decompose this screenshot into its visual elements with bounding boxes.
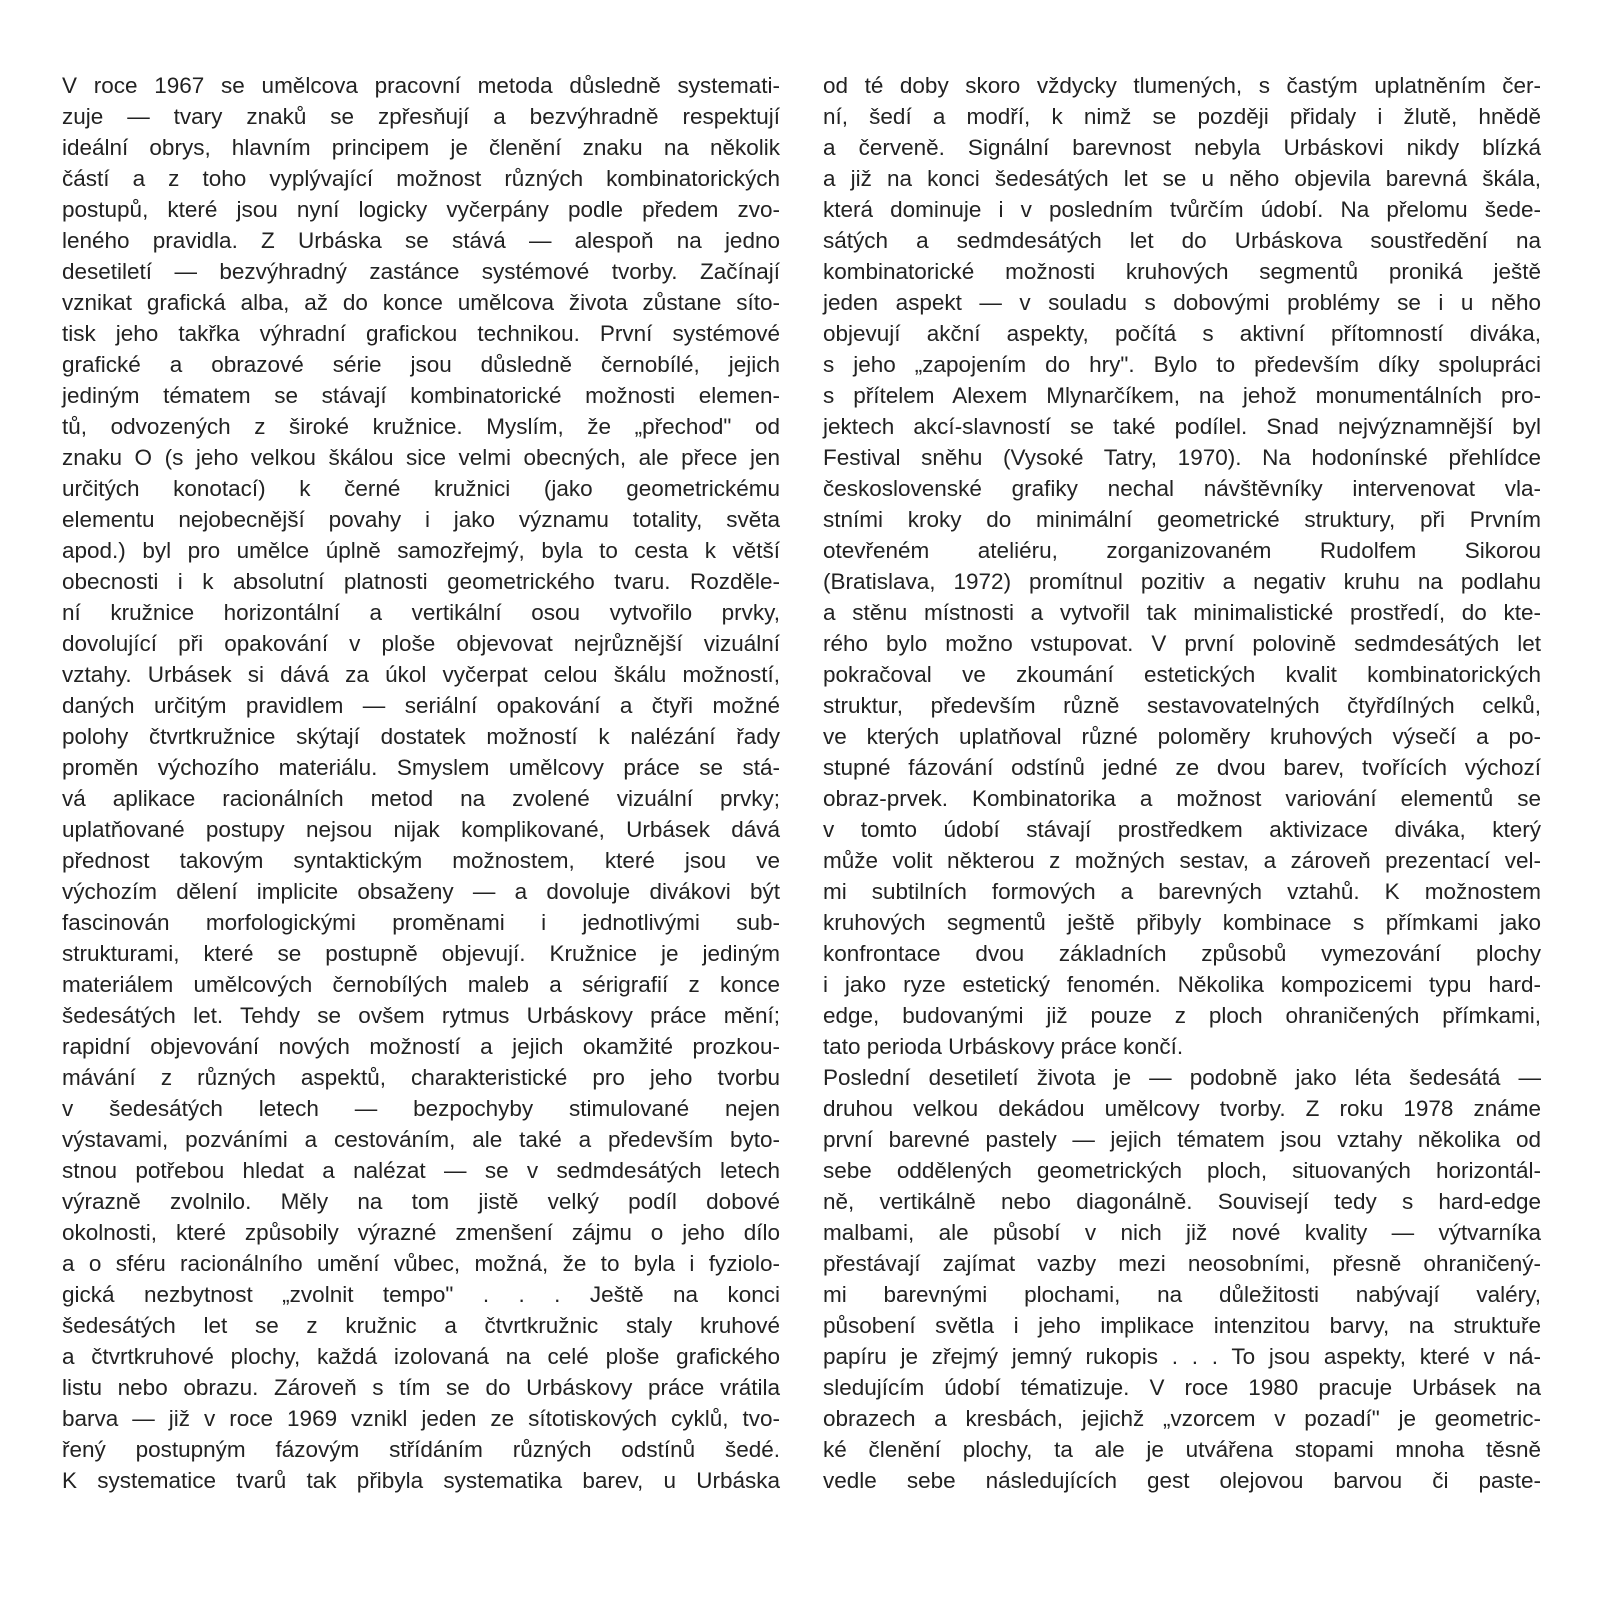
text-line: a o sféru racionálního umění vůbec, možná, že to byla i fyziolo- xyxy=(62,1251,780,1276)
text-line: částí a z toho vyplývající možnost různých kombinatorických xyxy=(62,166,780,191)
text-line: sátých a sedmdesátých let do Urbáskova soustředění na xyxy=(823,228,1541,253)
text-line: uplatňované postupy nejsou nijak komplikované, Urbásek dává xyxy=(62,817,780,842)
text-line: rého bylo možno vstupovat. V první polovině sedmdesátých let xyxy=(823,631,1541,656)
text-line: Festival sněhu (Vysoké Tatry, 1970). Na hodonínské přehlídce xyxy=(823,445,1541,470)
text-line: stupné fázování odstínů jedné ze dvou barev, tvořících výchozí xyxy=(823,755,1541,780)
text-line: s přítelem Alexem Mlynarčíkem, na jehož monumentálních pro- xyxy=(823,383,1541,408)
text-line: proměn výchozího materiálu. Smyslem umělcovy práce se stá- xyxy=(62,755,780,780)
text-line: a červeně. Signální barevnost nebyla Urbáskovi nikdy blízká xyxy=(823,135,1541,160)
text-line: ní kružnice horizontální a vertikální osou vytvořilo prvky, xyxy=(62,600,780,625)
text-line: šedesátých let se z kružnic a čtvrtkružnic staly kruhové xyxy=(62,1313,780,1338)
text-line: tů, odvozených z široké kružnice. Myslím, že „přechod" od xyxy=(62,414,780,439)
text-line: malbami, ale působí v nich již nové kvality — výtvarníka xyxy=(823,1220,1541,1245)
text-line: materiálem umělcových černobílých maleb a sérigrafií z konce xyxy=(62,972,780,997)
text-line: papíru je zřejmý jemný rukopis . . . To jsou aspekty, které v ná- xyxy=(823,1344,1541,1369)
text-line: může volit některou z možných sestav, a zároveň prezentací vel- xyxy=(823,848,1541,873)
text-line: tato perioda Urbáskovy práce končí. xyxy=(823,1034,1184,1059)
text-line: listu nebo obrazu. Zároveň s tím se do Urbáskovy práce vrátila xyxy=(62,1375,780,1400)
text-line: mi subtilních formových a barevných vztahů. K možnostem xyxy=(823,879,1541,904)
text-line: působení světla i jeho implikace intenzitou barvy, na struktuře xyxy=(823,1313,1541,1338)
text-line: řený postupným fázovým střídáním různých odstínů šedé. xyxy=(62,1437,780,1462)
text-line: otevřeném ateliéru, zorganizovaném Rudolfem Sikorou xyxy=(823,538,1541,563)
text-line: postupů, které jsou nyní logicky vyčerpány podle předem zvo- xyxy=(62,197,780,222)
text-line: šedesátých let. Tehdy se ovšem rytmus Urbáskovy práce mění; xyxy=(62,1003,780,1028)
text-line: výrazně zvolnilo. Měly na tom jistě velký podíl dobové xyxy=(62,1189,780,1214)
text-line: strukturami, které se postupně objevují. Kružnice je jediným xyxy=(62,941,780,966)
text-line: mi barevnými plochami, na důležitosti nabývají valéry, xyxy=(823,1282,1541,1307)
text-line: okolnosti, které způsobily výrazné zmenšení zájmu o jeho dílo xyxy=(62,1220,780,1245)
text-line: V roce 1967 se umělcova pracovní metoda důsledně systemati- xyxy=(62,73,780,98)
text-line: dovolující při opakování v ploše objevovat nejrůznější vizuální xyxy=(62,631,780,656)
text-line: přestávají zajímat vazby mezi neosobními, přesně ohraničený- xyxy=(823,1251,1541,1276)
text-line: kruhových segmentů ještě přibyly kombinace s přímkami jako xyxy=(823,910,1541,935)
text-line: která dominuje i v posledním tvůrčím údobí. Na přelomu šede- xyxy=(823,197,1541,222)
text-line: vá aplikace racionálních metod na zvolené vizuální prvky; xyxy=(62,786,780,811)
text-line: rapidní objevování nových možností a jejich okamžité prozkou- xyxy=(62,1034,780,1059)
text-line: ní, šedí a modří, k nimž se později přidaly i žlutě, hnědě xyxy=(823,104,1541,129)
text-line: barva — již v roce 1969 vznikl jeden ze sítotiskových cyklů, tvo- xyxy=(62,1406,780,1431)
text-line: kombinatorické možnosti kruhových segmentů proniká ještě xyxy=(823,259,1541,284)
text-line: K systematice tvarů tak přibyla systematika barev, u Urbáska xyxy=(62,1468,780,1493)
text-line: druhou velkou dekádou umělcovy tvorby. Z roku 1978 známe xyxy=(823,1096,1541,1121)
text-line: ve kterých uplatňoval různé poloměry kruhových výsečí a po- xyxy=(823,724,1541,749)
text-line: stnou potřebou hledat a nalézat — se v sedmdesátých letech xyxy=(62,1158,780,1183)
text-line: ké členění plochy, ta ale je utvářena stopami mnoha těsně xyxy=(823,1437,1541,1462)
text-line: apod.) byl pro umělce úplně samozřejmý, byla to cesta k větší xyxy=(62,538,780,563)
text-line: jediným tématem se stávají kombinatorické možnosti elemen- xyxy=(62,383,780,408)
text-line: konfrontace dvou základních způsobů vymezování plochy xyxy=(823,941,1541,966)
text-line: pokračoval ve zkoumání estetických kvalit kombinatorických xyxy=(823,662,1541,687)
text-line: struktur, především různě sestavovatelných čtyřdílných celků, xyxy=(823,693,1541,718)
text-line: ně, vertikálně nebo diagonálně. Souvisejí tedy s hard-edge xyxy=(823,1189,1541,1214)
text-line: Poslední desetiletí života je — podobně jako léta šedesátá — xyxy=(823,1065,1541,1090)
text-line: fascinován morfologickými proměnami i jednotlivými sub- xyxy=(62,910,780,935)
text-line: daných určitým pravidlem — seriální opakování a čtyři možné xyxy=(62,693,780,718)
text-line: československé grafiky nechal návštěvníky intervenovat vla- xyxy=(823,476,1541,501)
text-line: a již na konci šedesátých let se u něho objevila barevná škála, xyxy=(823,166,1541,191)
text-line: obecnosti i k absolutní platnosti geometrického tvaru. Rozděle- xyxy=(62,569,780,594)
text-line: polohy čtvrtkružnice skýtají dostatek možností k nalézání řady xyxy=(62,724,780,749)
text-line: stními kroky do minimální geometrické struktury, při Prvním xyxy=(823,507,1541,532)
right-text-column xyxy=(823,70,1541,1496)
text-line: edge, budovanými již pouze z ploch ohraničených přímkami, xyxy=(823,1003,1541,1028)
text-line: v šedesátých letech — bezpochyby stimulované nejen xyxy=(62,1096,780,1121)
text-line: výchozím dělení implicite obsaženy — a dovoluje divákovi být xyxy=(62,879,780,904)
text-line: první barevné pastely — jejich tématem jsou vztahy několika od xyxy=(823,1127,1541,1152)
text-line: znaku O (s jeho velkou škálou sice velmi obecných, ale přece jen xyxy=(62,445,780,470)
text-line: gická nezbytnost „zvolnit tempo" . . . Ještě na konci xyxy=(62,1282,780,1307)
text-line: vedle sebe následujících gest olejovou barvou či paste- xyxy=(823,1468,1541,1493)
text-line: přednost takovým syntaktickým možnostem, které jsou ve xyxy=(62,848,780,873)
text-line: sledujícím údobí tématizuje. V roce 1980 pracuje Urbásek na xyxy=(823,1375,1541,1400)
text-line: od té doby skoro vždycky tlumených, s častým uplatněním čer- xyxy=(823,73,1541,98)
text-line: (Bratislava, 1972) promítnul pozitiv a negativ kruhu na podlahu xyxy=(823,569,1541,594)
text-line: sebe oddělených geometrických ploch, situovaných horizontál- xyxy=(823,1158,1541,1183)
text-line: a stěnu místnosti a vytvořil tak minimalistické prostředí, do kte- xyxy=(823,600,1541,625)
text-line: mávání z různých aspektů, charakteristické pro jeho tvorbu xyxy=(62,1065,780,1090)
text-line: objevují akční aspekty, počítá s aktivní přítomností diváka, xyxy=(823,321,1541,346)
text-line: ideální obrys, hlavním principem je členění znaku na několik xyxy=(62,135,780,160)
text-line: leného pravidla. Z Urbáska se stává — alespoň na jedno xyxy=(62,228,780,253)
text-line: desetiletí — bezvýhradný zastánce systémové tvorby. Začínají xyxy=(62,259,780,284)
left-text-column xyxy=(62,70,780,1496)
text-line: v tomto údobí stávají prostředkem aktivizace diváka, který xyxy=(823,817,1541,842)
text-line: tisk jeho takřka výhradní grafickou technikou. První systémové xyxy=(62,321,780,346)
text-line: jektech akcí-slavností se také podílel. Snad nejvýznamnější byl xyxy=(823,414,1541,439)
text-line: obraz-prvek. Kombinatorika a možnost variování elementů se xyxy=(823,786,1541,811)
text-line: určitých konotací) k černé kružnici (jako geometrickému xyxy=(62,476,780,501)
text-line: jeden aspekt — v souladu s dobovými problémy se i u něho xyxy=(823,290,1541,315)
text-line: elementu nejobecnější povahy i jako významu totality, světa xyxy=(62,507,780,532)
text-line: grafické a obrazové série jsou důsledně černobílé, jejich xyxy=(62,352,780,377)
text-line: výstavami, pozváními a cestováním, ale také a především byto- xyxy=(62,1127,780,1152)
text-line: s jeho „zapojením do hry". Bylo to především díky spolupráci xyxy=(823,352,1541,377)
text-line: a čtvrtkruhové plochy, každá izolovaná na celé ploše grafického xyxy=(62,1344,780,1369)
text-line: zuje — tvary znaků se zpřesňují a bezvýhradně respektují xyxy=(62,104,780,129)
text-line: vznikat grafická alba, až do konce umělcova života zůstane síto- xyxy=(62,290,780,315)
text-line: vztahy. Urbásek si dává za úkol vyčerpat celou škálu možností, xyxy=(62,662,780,687)
text-line: obrazech a kresbách, jejichž „vzorcem v pozadí" je geometric- xyxy=(823,1406,1541,1431)
text-line: i jako ryze estetický fenomén. Několika kompozicemi typu hard- xyxy=(823,972,1541,997)
